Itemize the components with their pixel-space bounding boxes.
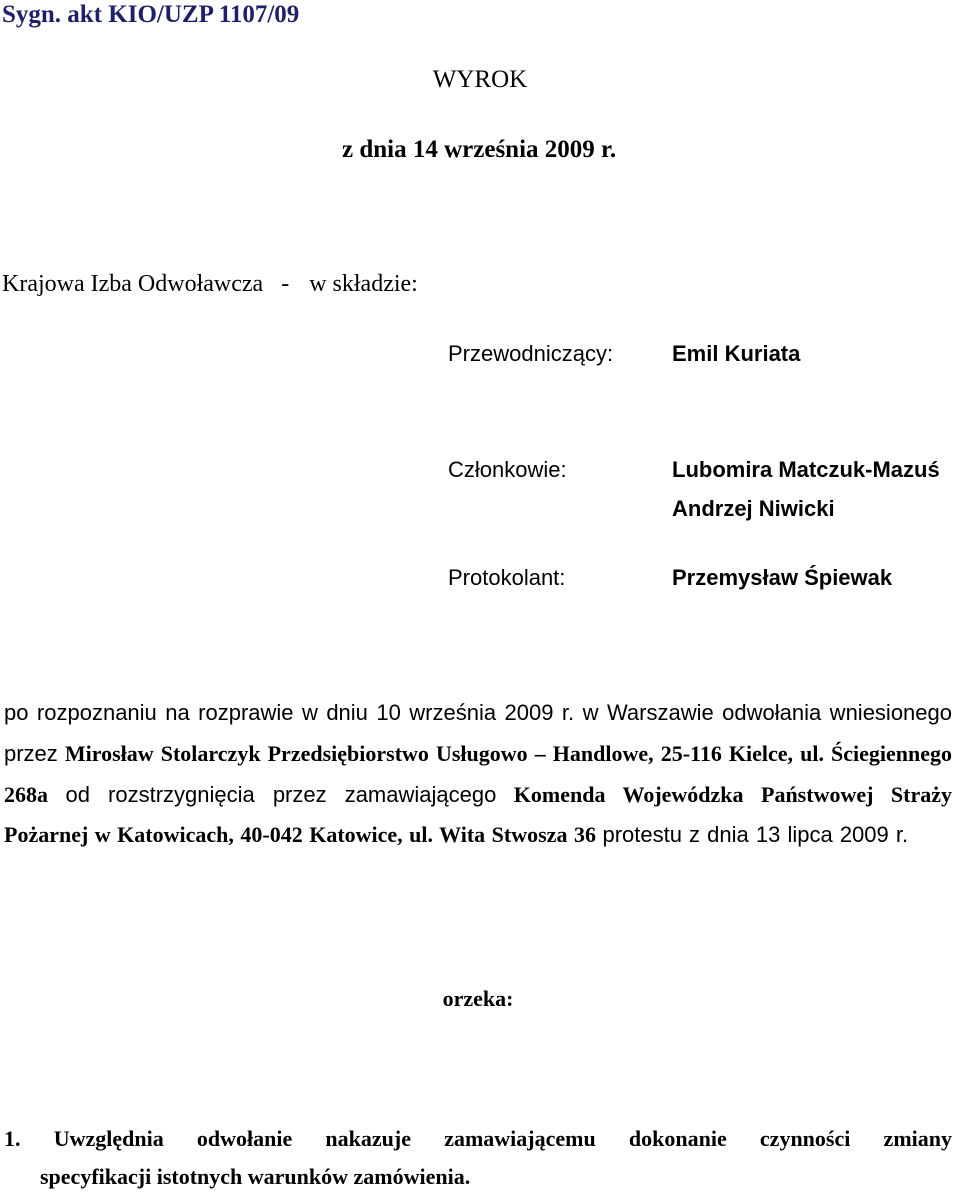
member-2-name: Andrzej Niwicki [672, 496, 835, 521]
proceedings-middle: od rozstrzygnięcia przez zamawiającego [65, 781, 497, 807]
clerk-label: Protokolant: [448, 565, 566, 590]
ruling-heading: orzeka: [442, 986, 514, 1011]
dash: - [281, 271, 290, 297]
chamber-name: Krajowa Izba Odwoławcza [2, 271, 264, 297]
proceedings-end: protestu z dnia 13 lipca 2009 r. [602, 822, 909, 848]
proceedings-paragraph [4, 693, 952, 856]
chair-label: Przewodniczący: [448, 341, 614, 366]
appellant-name: Mirosław Stolarczyk Przedsiębiorstwo Usługowo – Handlowe, 25-116 Kielce, ul. Ściegiennego 268a [4, 740, 952, 807]
composition-intro [2, 268, 418, 300]
composition-suffix: w składzie: [309, 271, 418, 297]
chair-name: Emil Kuriata [672, 341, 801, 366]
members-label: Członkowie: [448, 457, 567, 482]
ruling-item-1-line-1: 1. Uwzględnia odwołanie nakazuje zamawiającemu dokonanie czynności zmiany [4, 1126, 952, 1151]
ruling-item-1 [4, 1117, 952, 1199]
ruling-item-1-line-2: specyfikacji istotnych warunków zamówienia. [40, 1164, 471, 1189]
contracting-authority: Komenda Wojewódzka Państwowej Straży Pożarnej w Katowicach, 40-042 Katowice, ul. Wita Stwosza 36 [4, 781, 952, 848]
case-signature: Sygn. akt KIO/UZP 1107/09 [2, 1, 300, 28]
member-1-name: Lubomira Matczuk-Mazuś [672, 457, 940, 482]
judgment-date: z dnia 14 września 2009 r. [342, 136, 617, 163]
clerk-name: Przemysław Śpiewak [672, 565, 893, 590]
proceedings-intro: po rozpoznaniu na rozprawie w dniu 10 września 2009 r. w Warszawie odwołania wniesionego przez [4, 700, 952, 766]
document-title: WYROK [432, 66, 528, 93]
